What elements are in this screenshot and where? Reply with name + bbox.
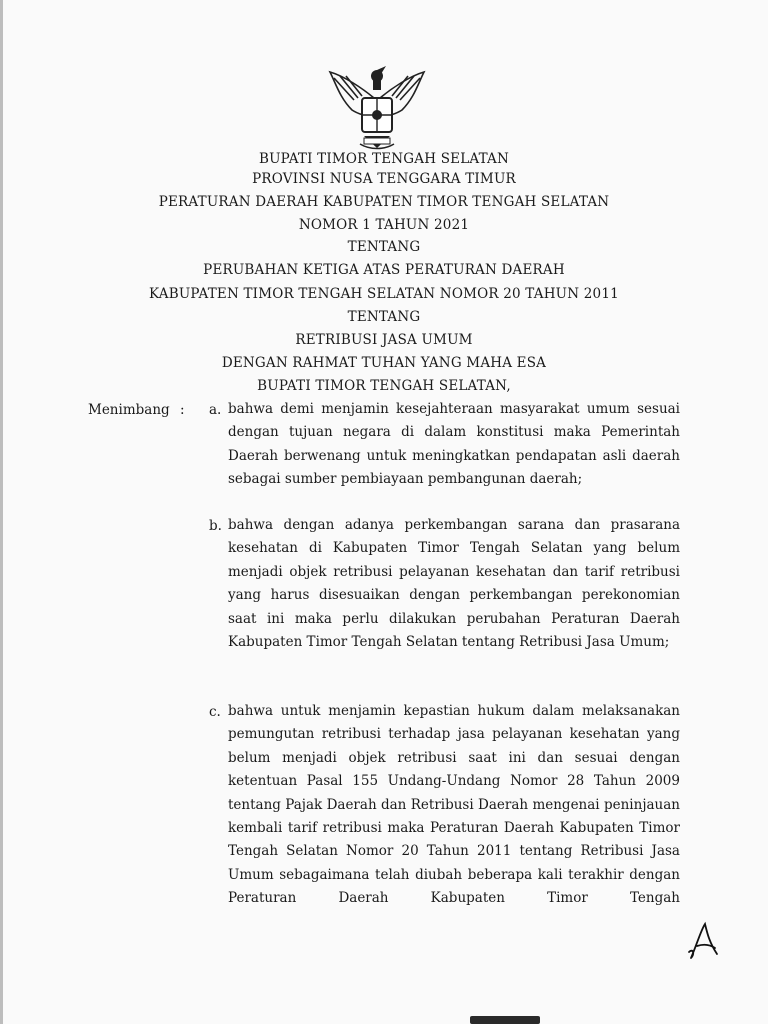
about-label-1: TENTANG xyxy=(347,239,421,255)
blessing-line: DENGAN RAHMAT TUHAN YANG MAHA ESA xyxy=(221,355,547,371)
considering-label: Menimbang xyxy=(88,402,170,418)
about-label-2: TENTANG xyxy=(347,309,421,325)
regulation-subject-3: RETRIBUSI JASA UMUM xyxy=(295,332,473,348)
regulation-number: NOMOR 1 TAHUN 2021 xyxy=(298,217,470,233)
header-regent-title: BUPATI TIMOR TENGAH SELATAN xyxy=(258,151,510,167)
issuer-line: BUPATI TIMOR TENGAH SELATAN, xyxy=(257,378,511,394)
regulation-subject-2: KABUPATEN TIMOR TENGAH SELATAN NOMOR 20 TAHUN 2011 xyxy=(149,286,619,302)
signature-initial-icon xyxy=(683,918,723,962)
garuda-emblem-icon xyxy=(324,58,430,154)
item-marker: b. xyxy=(209,518,222,534)
considering-colon: : xyxy=(180,402,185,418)
considering-item-text: bahwa demi menjamin kesejahteraan masyarakat umum sesuai dengan tujuan negara di dalam konstitusi maka Pemerintah Daerah berwenang untuk meningkatkan pendapatan asli daerah sebagai sumber pembiayaan pembangunan daerah; xyxy=(228,401,680,488)
regulation-title: PERATURAN DAERAH KABUPATEN TIMOR TENGAH SELATAN xyxy=(158,194,610,210)
considering-item-text: bahwa dengan adanya perkembangan sarana dan prasarana kesehatan di Kabupaten Timor Tengah Selatan yang belum menjadi objek retribusi pelayanan kesehatan dan tarif retribusi yang harus disesuaikan dengan perkembangan perekonomian saat ini maka perlu dilakukan perubahan Peraturan Daerah Kabupaten Timor Tengah Selatan tentang Retribusi Jasa Umum; xyxy=(228,517,680,651)
scan-artifact xyxy=(470,1016,540,1024)
regulation-subject-1: PERUBAHAN KETIGA ATAS PERATURAN DAERAH xyxy=(203,262,565,278)
header-province: PROVINSI NUSA TENGGARA TIMUR xyxy=(252,171,516,187)
item-marker: c. xyxy=(209,704,221,720)
item-marker: a. xyxy=(209,402,222,418)
considering-item-text: bahwa untuk menjamin kepastian hukum dalam melaksanakan pemungutan retribusi terhadap jasa pelayanan kesehatan yang belum menjadi objek retribusi saat ini dan sesuai dengan ketentuan Pasal 155 Undang-Undang Nomor 28 Tahun 2009 tentang Pajak Daerah dan Retribusi Daerah mengenai peninjauan kembali tarif retribusi maka Peraturan Daerah Kabupaten Timor Tengah Selatan Nomor 20 Tahun 2011 tentang Retribusi Jasa Umum sebagaimana telah diubah beberapa kali terakhir dengan Peraturan Daerah Kabupaten Timor Tengah xyxy=(228,703,680,907)
